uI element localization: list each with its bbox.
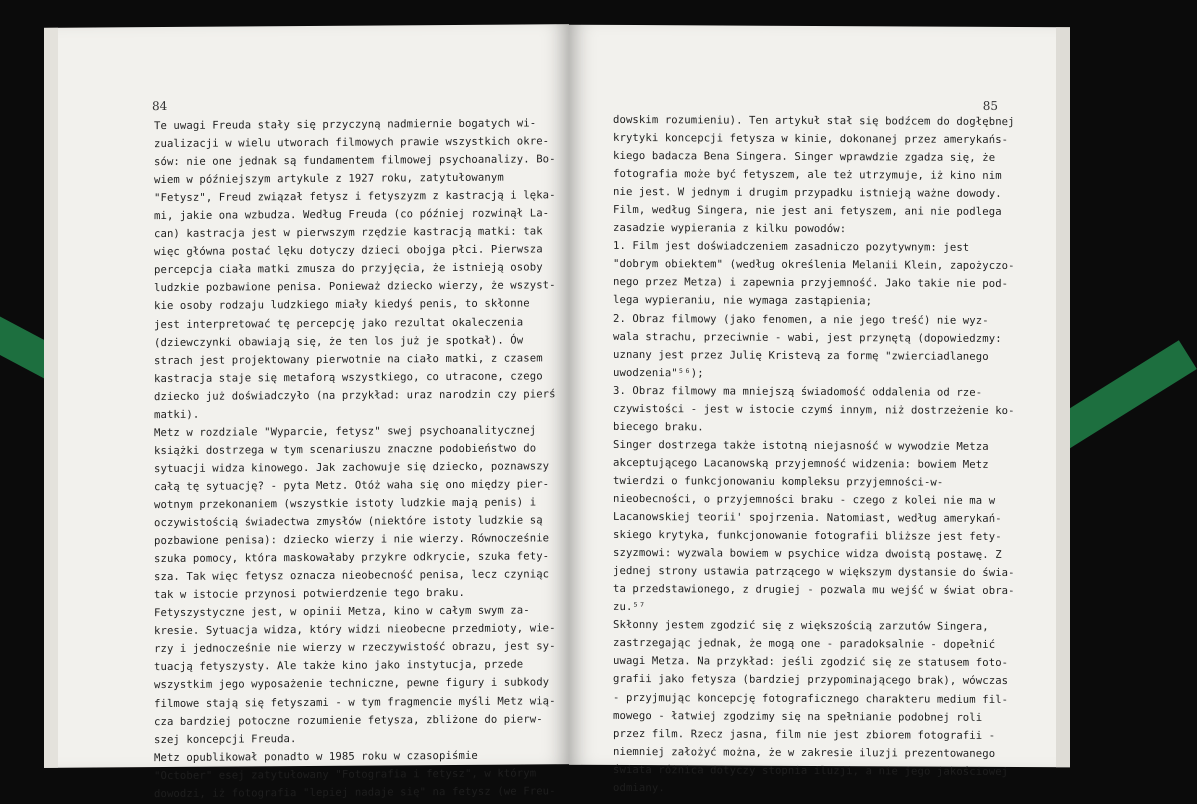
left-page-text — [154, 114, 556, 803]
text-line: strach jest projektowany pierwotnie na ciało matki, z czasem — [154, 351, 543, 367]
text-line: 1. Film jest doświadczeniem zasadniczo pozytywnym: jest — [613, 240, 970, 255]
text-line: Metz w rozdziale "Wyparcie, fetysz" swej psychoanalitycznej — [154, 424, 537, 439]
text-line: oczywistością świadectwa zmysłów (niektóre istoty ludzkie są — [154, 514, 543, 530]
text-line: odmiany. — [613, 781, 665, 794]
text-line: ta przedstawionego, z drugiej - pozwala mu wejść w świat obra- — [613, 583, 1015, 598]
text-line: nie jest. W jednym i drugim przypadku istnieją ważne dowody. — [613, 186, 1002, 201]
text-line: wala strachu, przeciwnie - wabi, jest przynętą (dopowiedzmy: — [613, 330, 1002, 345]
text-line: sów: nie one jednak są fundamentem filmowej psychoanalizy. Bo- — [154, 153, 556, 169]
text-line: Lacanowskiej teorii' spojrzenia. Natomiast, według amerykań- — [613, 510, 1002, 525]
text-line: dowodzi, iż fotografia "lepiej nadaje się" na fetysz (we Freu- — [154, 784, 556, 800]
text-line: całą tę sytuację? - pyta Metz. Otóż waha się ono między pier- — [154, 478, 550, 494]
text-line: grafii jako fetysza (bardziej przypominającego brak), wówczas — [613, 673, 1009, 688]
text-line: więc główna postać lęku dotyczy dzieci obojga płci. Pierwsza — [154, 243, 543, 259]
text-line: ludzkie pozbawione penisa. Ponieważ dziecko wierzy, że wszyst- — [154, 279, 556, 295]
text-line: "Fetysz", Freud związał fetysz i fetyszyzm z kastracją i lęka- — [154, 189, 556, 205]
text-line: nieobecności, o przyjemności braku - czego z kolei nie ma w — [613, 492, 996, 507]
text-line: wiem w późniejszym artykule z 1927 roku, zatytułowanym — [154, 171, 504, 187]
text-line: mowego - łatwiej zgodzimy się na spełnianie podobnej roli — [613, 709, 983, 724]
text-line: matki). — [154, 408, 200, 421]
text-line: Skłonny jestem zgodzić się z większością zarzutów Singera, — [613, 619, 989, 634]
text-line: kie osoby rodzaju ludzkiego miały kiedyś penis, to skłonne — [154, 297, 530, 313]
text-line: "dobrym obiektem" (według określenia Melanii Klein, zapożyczo- — [613, 258, 1015, 273]
text-line: kresie. Sytuacja widza, który widzi nieobecne przedmioty, wie- — [154, 622, 556, 638]
text-line: nego przez Metza) i zapewnia przyjemność. Jako takie nie pod- — [613, 276, 1009, 291]
text-line: Film, według Singera, nie jest ani fetyszem, ani nie podlega — [613, 204, 1002, 219]
text-line: (dziewczynki obawiają się, że ten los już je spotkał). Ów — [154, 334, 524, 349]
text-line: czywistości - jest w istocie czymś innym, niż dostrzeżenie ko- — [613, 402, 1015, 417]
text-line: 2. Obraz filmowy (jako fenomen, a nie jego treść) nie wyz- — [613, 312, 989, 327]
text-line: filmowe stają się fetyszami - w tym fragmencie myśli Metz wią- — [154, 694, 556, 710]
text-line: książki dostrzega w tym scenariuszu znaczne podobieństwo do — [154, 442, 537, 457]
text-line: twierdzi o funkcjonowaniu kompleksu przyjemności-w- — [613, 474, 944, 489]
text-line: dowskim rozumieniu). Ten artykuł stał się bodźcem do dogłębnej — [613, 113, 1015, 129]
text-line: fotografia może być fetyszem, ale też utrzymuje, iż kino nim — [613, 168, 1002, 183]
text-line: rzy i jednocześnie nie wierzy w rzeczywistość obrazu, jest sy- — [154, 640, 556, 656]
text-line: - przyjmując koncepcję fotograficznego charakteru medium fil- — [613, 691, 1009, 706]
text-line: wotnym przekonaniem (wszystkie istoty ludzkie mają penis) i — [154, 496, 537, 512]
page-number-right: 85 — [982, 98, 998, 113]
text-line: kiego badacza Bena Singera. Singer wprawdzie zgadza się, że — [613, 150, 996, 165]
text-line: tak w istocie przynosi potwierdzenie tego braku. — [154, 587, 465, 602]
text-line: dziecko już doświadczyło (na przykład: uraz narodzin czy pierś — [154, 387, 556, 403]
text-line: biecego braku. — [613, 420, 704, 434]
text-line: szyzmowi: wyzwala bowiem w psychice widza dwoistą postawę. Z — [613, 547, 1002, 562]
text-line: percepcja ciała matki zmusza do przyjęcia, że istnieją osoby — [154, 261, 543, 277]
text-line: Metz opublikował ponadto w 1985 roku w czasopiśmie — [154, 749, 478, 764]
text-line: uwodzenia"⁵⁶); — [613, 366, 704, 380]
text-line: zastrzegając jednak, że mogą one - paradoksalnie - dopełnić — [613, 637, 996, 652]
text-line: akceptującego Lacanowską przyjemność widzenia: bowiem Metz — [613, 456, 989, 471]
text-line: 3. Obraz filmowy ma mniejszą świadomość oddalenia od rze- — [613, 384, 983, 399]
left-page — [44, 24, 569, 800]
text-line: pozbawione penisa): dziecko wierzy i nie wierzy. Równocześnie — [154, 532, 550, 548]
text-line: szuka pomocy, która maskowałaby przykre odkrycie, szuka fety- — [154, 550, 550, 566]
text-line: jest interpretować tę percepcję jako rezultat okaleczenia — [154, 316, 524, 331]
text-line: "October" esej zatytułowany "Fotografia i fetysz", w którym — [154, 767, 537, 782]
right-page-text — [613, 111, 1013, 799]
text-line: Te uwagi Freuda stały się przyczyną nadmiernie bogatych wi- — [154, 117, 537, 133]
text-line: Singer dostrzega także istotną niejasność w wywodzie Metza — [613, 438, 989, 453]
text-line: przez film. Rzecz jasna, film nie jest zbiorem fotografii - — [613, 727, 996, 742]
text-line: Fetyszystyczne jest, w opinii Metza, kino w całym swym za- — [154, 604, 530, 620]
text-line: kastracja staje się metaforą wszystkiego, co utracone, czego — [154, 370, 543, 385]
text-line: tuacją fetyszysty. Ale także kino jako instytucja, przede — [154, 658, 524, 674]
text-line: zu.⁵⁷ — [613, 601, 646, 614]
text-line: jednej strony ustawia patrzącego w większym dystansie do świa- — [613, 565, 1015, 580]
text-line: uwagi Metza. Na przykład: jeśli zgodzić się ze statusem foto- — [613, 655, 1009, 670]
text-line: szej koncepcji Freuda. — [154, 732, 297, 746]
text-line: lega wypieraniu, nie wymaga zastąpienia; — [613, 294, 873, 308]
text-line: mi, jakie ona wzbudza. Według Freuda (co później rozwinął La- — [154, 207, 550, 223]
text-line: niemniej założyć można, że w zakresie iluzji prezentowanego — [613, 745, 996, 760]
text-line: wszystkim jego wyposażenie techniczne, pewne figury i subkody — [154, 676, 550, 692]
open-book — [44, 26, 1070, 800]
text-line: świata różnica dotyczy stopnia iluzji, a nie jego jakościowej — [613, 763, 1009, 778]
text-line: zasadzie wypierania z kilku powodów: — [613, 222, 847, 236]
text-line: krytyki koncepcji fetysza w kinie, dokonanej przez amerykańs- — [613, 131, 1009, 147]
text-line: sza. Tak więc fetysz oznacza nieobecność penisa, lecz czyniąc — [154, 568, 550, 584]
text-line: zualizacji w wielu utworach filmowych prawie wszystkich okre- — [154, 135, 550, 151]
text-line: can) kastracja jest w pierwszym rzędzie kastracją matki: tak — [154, 225, 543, 241]
text-line: skiego krytyka, funkcjonowanie fotografii bliższe jest fety- — [613, 528, 1002, 544]
right-page — [569, 25, 1070, 794]
text-line: sytuacji widza kinowego. Jak zachowuje się dziecko, poznawszy — [154, 460, 550, 475]
text-line: uznany jest przez Julię Kristevą za formę "zwierciadlanego — [613, 348, 989, 363]
text-line: cza bardziej potoczne rozumienie fetysza, zbliżone do pierw- — [154, 712, 543, 728]
page-number-left: 84 — [152, 98, 168, 114]
